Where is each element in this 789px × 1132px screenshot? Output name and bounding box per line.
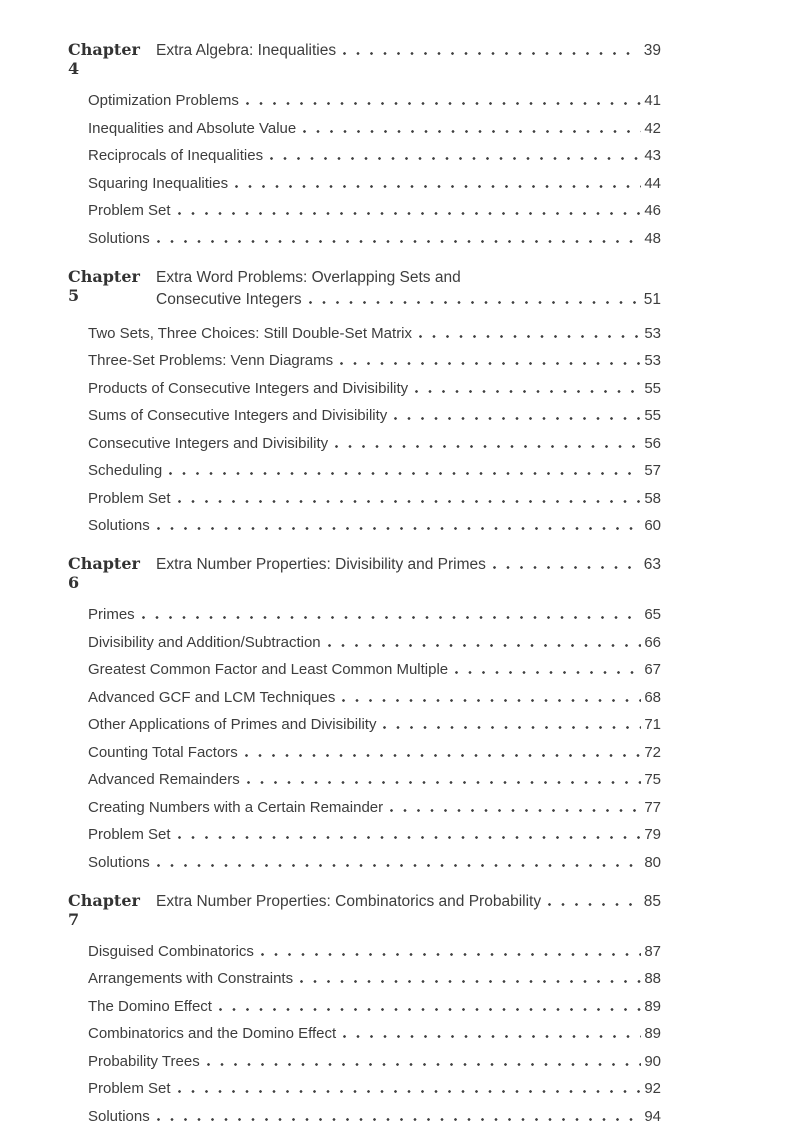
section-title: Inequalities and Absolute Value: [88, 119, 297, 137]
page-number: 60: [644, 517, 661, 534]
toc-entry[interactable]: [88, 146, 661, 165]
dot-leader: [178, 212, 641, 215]
section-title: Problem Set: [88, 1080, 171, 1097]
chapter-title-block: [156, 40, 661, 62]
dot-leader: [157, 864, 641, 867]
dot-leader: [455, 671, 641, 674]
section-title: Solutions: [88, 853, 150, 871]
chapter-title: Extra Number Properties: Combinatorics and Probability: [156, 892, 542, 910]
page-number: 75: [644, 771, 661, 788]
chapter-title-line: [156, 891, 661, 913]
section-title: Divisibility and Addition/Subtraction: [88, 633, 321, 651]
toc-entry[interactable]: [88, 434, 661, 453]
toc-entry[interactable]: [88, 174, 661, 193]
section-title: Solutions: [88, 517, 150, 534]
toc-entry[interactable]: [88, 119, 661, 138]
toc-entry[interactable]: [88, 1052, 661, 1071]
chapter-title-block: [156, 267, 661, 311]
toc-entry[interactable]: [88, 1079, 661, 1098]
section-title: Combinatorics and the Domino Effect: [88, 1025, 337, 1042]
chapter-title-line-2: [156, 289, 661, 311]
section-title: Creating Numbers with a Certain Remainder: [88, 798, 384, 816]
toc-entry[interactable]: [88, 1107, 661, 1126]
dot-leader: [415, 390, 641, 393]
toc-entry[interactable]: [88, 379, 661, 398]
chapter-heading[interactable]: [68, 891, 661, 929]
section-title: Solutions: [88, 1107, 150, 1125]
toc-entry[interactable]: [88, 324, 661, 343]
chapter-label: Chapter 5: [68, 266, 140, 305]
page-number: 65: [644, 606, 661, 623]
toc-entry[interactable]: [88, 516, 661, 535]
toc-entry[interactable]: [88, 1024, 661, 1043]
page-number: 77: [644, 798, 661, 816]
section-title: Three-Set Problems: Venn Diagrams: [88, 352, 334, 369]
chapter-label: Chapter 7: [68, 890, 140, 929]
section-title: Counting Total Factors: [88, 743, 238, 761]
page-number: 53: [644, 352, 661, 369]
section-title: Arrangements with Constraints: [88, 970, 294, 987]
dot-leader: [245, 754, 641, 757]
dot-leader: [303, 130, 641, 133]
toc-entry[interactable]: [88, 825, 661, 844]
dot-leader: [390, 809, 641, 812]
dot-leader: [328, 644, 641, 647]
toc-entry[interactable]: [88, 942, 661, 961]
toc-entry[interactable]: [88, 660, 661, 679]
section-title: Probability Trees: [88, 1052, 200, 1070]
page-number: 85: [643, 892, 661, 910]
toc-chapter: [68, 40, 661, 248]
chapter-title-block: [156, 891, 661, 913]
dot-leader: [340, 362, 641, 365]
section-title: Problem Set: [88, 826, 171, 843]
dot-leader: [270, 157, 641, 160]
page-number: 63: [643, 556, 661, 573]
page-number: 42: [644, 119, 661, 137]
section-title: Advanced GCF and LCM Techniques: [88, 688, 336, 706]
page-number: 92: [644, 1080, 661, 1097]
section-title: Disguised Combinatorics: [88, 942, 254, 960]
page-number: 55: [644, 379, 661, 397]
page-number: 67: [644, 661, 661, 678]
section-title: Primes: [88, 606, 135, 623]
toc-entry[interactable]: [88, 201, 661, 220]
dot-leader: [247, 781, 641, 784]
page-number: 68: [644, 688, 661, 706]
chapter-title-line: [156, 267, 661, 289]
dot-leader: [419, 335, 641, 338]
page-number: 48: [644, 229, 661, 247]
toc-entry[interactable]: [88, 605, 661, 624]
dot-leader: [300, 980, 641, 983]
section-title: Squaring Inequalities: [88, 174, 229, 192]
page-number: 41: [644, 92, 661, 109]
page-number: 87: [644, 942, 661, 960]
section-title: The Domino Effect: [88, 997, 212, 1015]
dot-leader: [383, 726, 641, 729]
page-number: 53: [644, 324, 661, 342]
toc-entry[interactable]: [88, 715, 661, 734]
page-number: 90: [644, 1052, 661, 1070]
dot-leader: [261, 953, 641, 956]
page-number: 43: [644, 147, 661, 164]
section-title: Problem Set: [88, 202, 171, 219]
dot-leader: [169, 472, 641, 475]
section-title: Optimization Problems: [88, 92, 239, 109]
page-number: 57: [644, 462, 661, 479]
chapter-title-line: [156, 40, 661, 62]
chapter-heading[interactable]: [68, 267, 661, 311]
section-title: Consecutive Integers and Divisibility: [88, 434, 329, 452]
toc-entry[interactable]: [88, 633, 661, 652]
toc-entry[interactable]: [88, 688, 661, 707]
dot-leader: [157, 1118, 641, 1121]
section-title: Solutions: [88, 229, 150, 247]
section-title: Products of Consecutive Integers and Divisibility: [88, 379, 409, 397]
page-number: 88: [644, 970, 661, 987]
chapter-title: Extra Number Properties: Divisibility and Primes: [156, 556, 486, 573]
toc-chapter: [68, 267, 661, 536]
chapter-label: Chapter 6: [68, 554, 140, 592]
page-number: 51: [643, 290, 661, 308]
dot-leader: [157, 527, 641, 530]
dot-leader: [178, 500, 641, 503]
toc-chapter: [68, 554, 661, 872]
section-title: Problem Set: [88, 489, 171, 507]
dot-leader: [142, 616, 641, 619]
dot-leader: [309, 301, 636, 304]
toc-entry[interactable]: [88, 351, 661, 370]
page-number: 46: [644, 202, 661, 219]
dot-leader: [493, 566, 636, 569]
page-number: 94: [644, 1107, 661, 1125]
page-number: 72: [644, 743, 661, 761]
page-number: 89: [644, 997, 661, 1015]
chapter-label: Chapter 4: [68, 40, 140, 78]
toc-entry[interactable]: [88, 461, 661, 480]
page-number: 39: [643, 42, 661, 59]
toc-entry[interactable]: [88, 743, 661, 762]
dot-leader: [246, 102, 641, 105]
dot-leader: [157, 240, 641, 243]
chapter-heading[interactable]: [68, 40, 661, 78]
toc-entry[interactable]: [88, 91, 661, 110]
section-title: Scheduling: [88, 462, 163, 479]
table-of-contents: [68, 40, 661, 1126]
page-number: 89: [644, 1025, 661, 1042]
dot-leader: [343, 52, 636, 55]
page-number: 56: [644, 434, 661, 452]
dot-leader: [394, 417, 641, 420]
dot-leader: [343, 1035, 641, 1038]
dot-leader: [342, 699, 641, 702]
toc-chapter: [68, 891, 661, 1126]
page-number: 55: [644, 407, 661, 424]
toc-entry[interactable]: [88, 997, 661, 1016]
dot-leader: [178, 836, 641, 839]
section-title: Other Applications of Primes and Divisibility: [88, 716, 377, 733]
section-title: Two Sets, Three Choices: Still Double-Set Matrix: [88, 324, 413, 342]
chapter-title: Extra Algebra: Inequalities: [156, 42, 337, 59]
page-number: 58: [644, 489, 661, 507]
page-number: 80: [644, 853, 661, 871]
section-title: Reciprocals of Inequalities: [88, 147, 264, 164]
dot-leader: [335, 445, 641, 448]
chapter-title-continued: Consecutive Integers: [156, 290, 302, 308]
toc-entry[interactable]: [88, 853, 661, 872]
page-number: 71: [644, 716, 661, 733]
section-title: Greatest Common Factor and Least Common Multiple: [88, 661, 449, 678]
toc-entry[interactable]: [88, 969, 661, 988]
chapter-heading[interactable]: [68, 554, 661, 592]
toc-entry[interactable]: [88, 489, 661, 508]
dot-leader: [219, 1008, 641, 1011]
dot-leader: [548, 903, 636, 906]
chapter-title: Extra Word Problems: Overlapping Sets and: [156, 268, 461, 286]
chapter-title-block: [156, 554, 661, 576]
page-number: 44: [644, 174, 661, 192]
section-title: Advanced Remainders: [88, 771, 240, 788]
toc-entry[interactable]: [88, 798, 661, 817]
dot-leader: [207, 1063, 641, 1066]
toc-entry[interactable]: [88, 770, 661, 789]
chapter-title-line: [156, 554, 661, 576]
toc-entry[interactable]: [88, 406, 661, 425]
dot-leader: [235, 185, 641, 188]
toc-entry[interactable]: [88, 229, 661, 248]
section-title: Sums of Consecutive Integers and Divisibility: [88, 407, 388, 424]
page-number: 66: [644, 633, 661, 651]
page-number: 79: [644, 826, 661, 843]
